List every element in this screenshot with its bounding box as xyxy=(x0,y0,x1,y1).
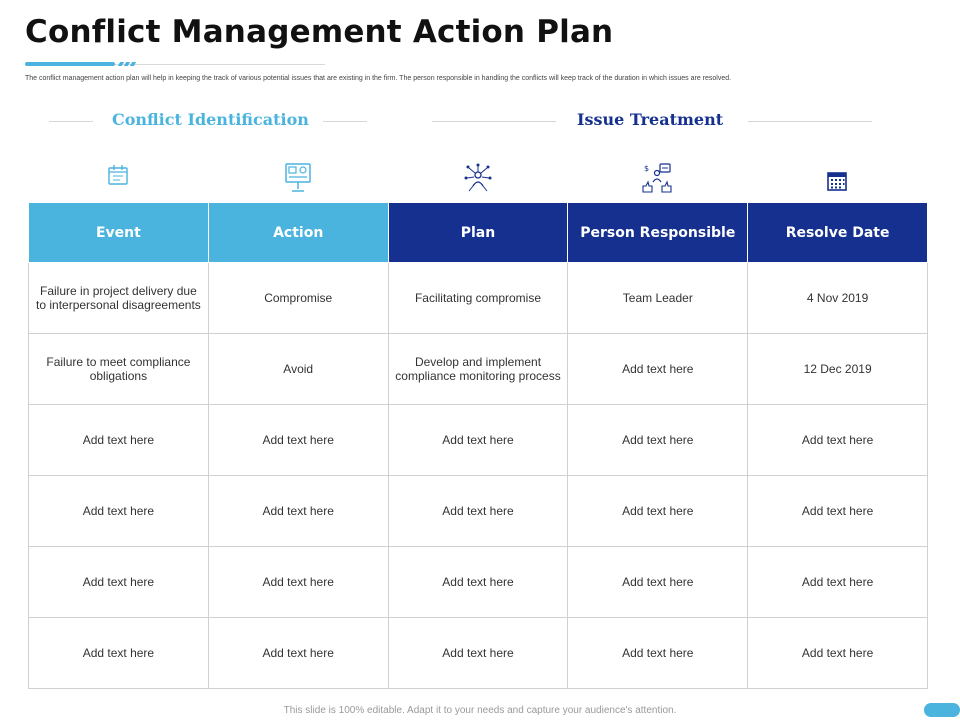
monitor-kiosk-icon xyxy=(284,162,312,199)
section-issue-treatment xyxy=(0,110,900,134)
table-cell: Add text here xyxy=(29,476,209,547)
table-cell: Add text here xyxy=(208,547,388,618)
table-cell: Develop and implement compliance monitoring process xyxy=(388,334,568,405)
table-cell: Failure in project delivery due to interpersonal disagreements xyxy=(29,263,209,334)
calendar-grid-icon xyxy=(826,170,848,197)
table-cell: Compromise xyxy=(208,263,388,334)
table-header-row xyxy=(29,203,928,263)
table-cell: Add text here xyxy=(568,618,748,689)
table-row xyxy=(29,263,928,334)
table-cell: Add text here xyxy=(208,405,388,476)
table-cell: Failure to meet compliance obligations xyxy=(29,334,209,405)
table-cell: Add text here xyxy=(748,405,928,476)
table-row xyxy=(29,334,928,405)
column-header-resolve-date: Resolve Date xyxy=(748,203,928,263)
section-label-treatment: Issue Treatment xyxy=(577,110,724,129)
table-cell: Add text here xyxy=(748,476,928,547)
footer-note: This slide is 100% editable. Adapt it to your needs and capture your audience's attention. xyxy=(283,705,677,716)
table-cell: 4 Nov 2019 xyxy=(748,263,928,334)
table-row xyxy=(29,618,928,689)
svg-text:$: $ xyxy=(644,164,650,173)
table-cell: Team Leader xyxy=(568,263,748,334)
table-cell: Add text here xyxy=(748,547,928,618)
table-cell: Add text here xyxy=(388,476,568,547)
table-cell: Add text here xyxy=(29,618,209,689)
team-thumbs-up-icon xyxy=(641,162,673,199)
table-cell: Facilitating compromise xyxy=(388,263,568,334)
table-cell: Add text here xyxy=(388,405,568,476)
table-cell: Add text here xyxy=(208,476,388,547)
calendar-icon xyxy=(106,162,130,191)
table-cell: 12 Dec 2019 xyxy=(748,334,928,405)
table-cell: Add text here xyxy=(388,547,568,618)
column-header-action: Action xyxy=(208,203,388,263)
page-title: Conflict Management Action Plan xyxy=(25,14,614,50)
table-cell: Avoid xyxy=(208,334,388,405)
table-cell: Add text here xyxy=(568,405,748,476)
table-cell: Add text here xyxy=(568,547,748,618)
table-cell: Add text here xyxy=(568,334,748,405)
table-cell: Add text here xyxy=(208,618,388,689)
slide-indicator-pill xyxy=(924,703,960,717)
section-label-identification: Conflict Identification xyxy=(112,110,309,129)
table-row xyxy=(29,405,928,476)
table-row xyxy=(29,547,928,618)
table-row xyxy=(29,476,928,547)
table-cell: Add text here xyxy=(388,618,568,689)
table-cell: Add text here xyxy=(29,547,209,618)
column-header-plan: Plan xyxy=(388,203,568,263)
column-header-person-responsible: Person Responsible xyxy=(568,203,748,263)
table-cell: Add text here xyxy=(29,405,209,476)
column-header-event: Event xyxy=(29,203,209,263)
action-plan-table xyxy=(28,202,928,689)
page-description: The conflict management action plan will help in keeping the track of various potential issues that are existing in the firm. The person responsible in handling the conflicts will keep track of the duration in which issues are resolved. xyxy=(25,75,732,82)
table-cell: Add text here xyxy=(748,618,928,689)
table-cell: Add text here xyxy=(568,476,748,547)
title-underline xyxy=(25,62,325,66)
network-person-icon xyxy=(463,162,493,199)
